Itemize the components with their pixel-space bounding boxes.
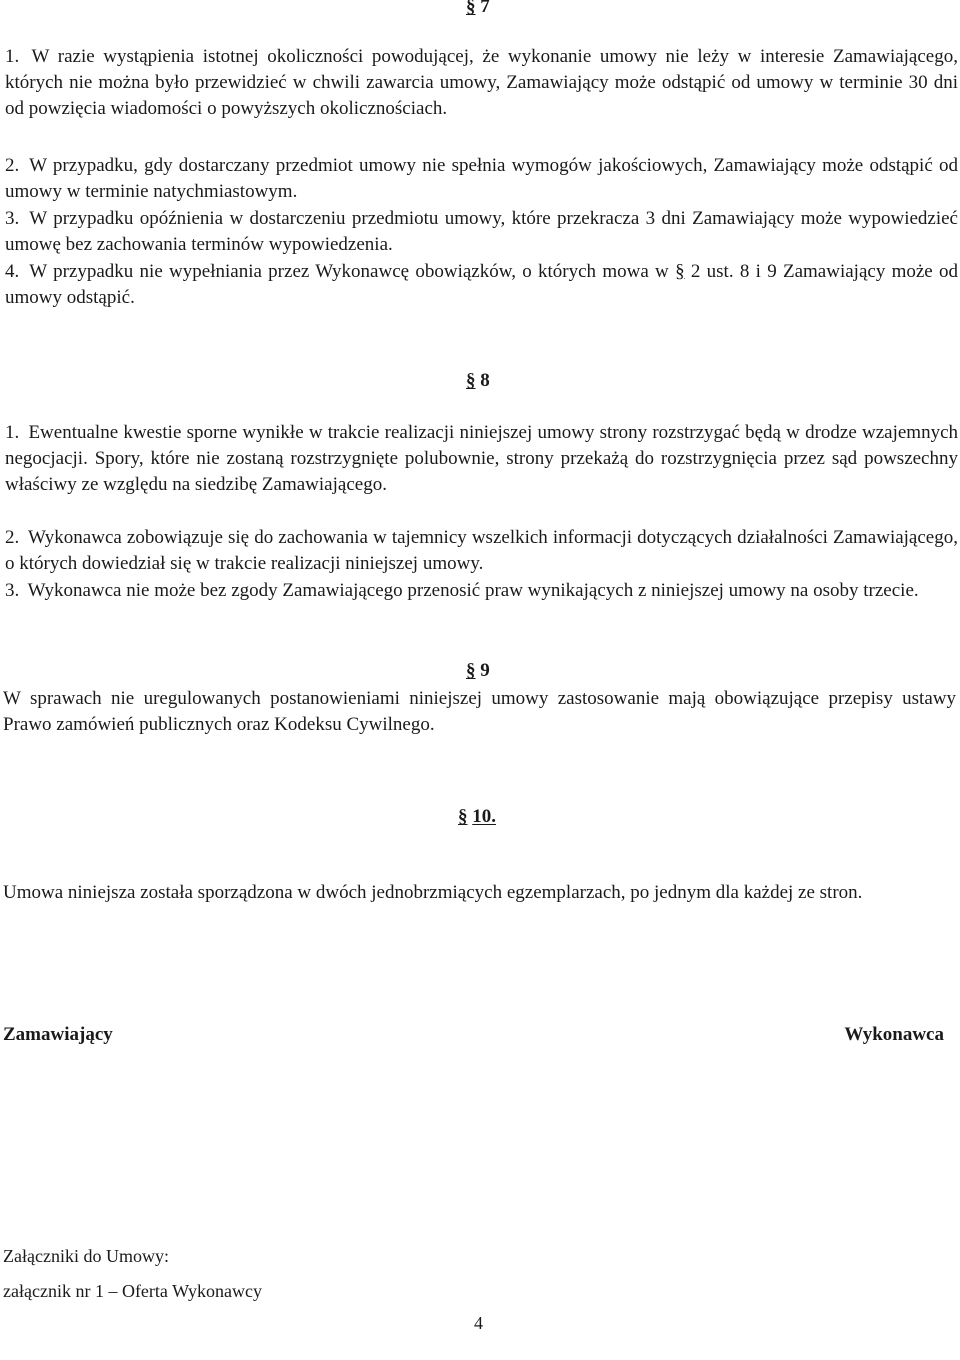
item-number: 3. bbox=[5, 580, 20, 601]
section-10-text: Umowa niniejsza została sporządzona w dwóch jednobrzmiących egzemplarzach, po jednym dla każdej ze stron. bbox=[3, 882, 863, 903]
section-8-heading bbox=[466, 370, 490, 392]
section-9-heading bbox=[466, 660, 490, 682]
item-number: 2. bbox=[5, 527, 20, 548]
signature-contractor: Wykonawca bbox=[844, 1024, 944, 1045]
item-text: Wykonawca zobowiązuje się do zachowania w tajemnicy wszelkich informacji dotyczących działalności Zamawiającego, o których dowiedział się w trakcie realizacji niniejszej umowy. bbox=[5, 527, 958, 574]
item-number: 2. bbox=[5, 155, 20, 176]
section-number: 8 bbox=[480, 370, 490, 391]
section-8-item-2 bbox=[5, 525, 958, 577]
section-8-item-3 bbox=[5, 578, 958, 604]
item-number: 1. bbox=[5, 46, 20, 67]
section-number: 9 bbox=[480, 660, 490, 681]
section-7-item-1 bbox=[5, 44, 958, 122]
item-text: W przypadku, gdy dostarczany przedmiot umowy nie spełnia wymogów jakościowych, Zamawiający może odstąpić od umowy w terminie natychmiastowym. bbox=[5, 155, 958, 202]
section-number: 7 bbox=[480, 0, 490, 17]
paragraph-symbol: § bbox=[466, 0, 476, 17]
item-number: 3. bbox=[5, 208, 20, 229]
item-text-after: 2 ust. 8 i 9 Zamawiający może od umowy odstąpić. bbox=[5, 261, 959, 308]
item-text: Ewentualne kwestie sporne wynikłe w trakcie realizacji niniejszej umowy strony rozstrzygać będą w drodze wzajemnych negocjacji. Spory, które nie zostaną rozstrzygnięte polubownie, strony przekażą do rozstrzygnięcia przez sąd powszechny właściwy ze względu na siedzibę Zamawiającego. bbox=[5, 422, 959, 495]
section-10-heading bbox=[458, 806, 496, 828]
paragraph-symbol: § bbox=[458, 806, 468, 827]
section-8-item-1 bbox=[5, 420, 958, 498]
item-text: Wykonawca nie może bez zgody Zamawiającego przenosić praw wynikających z niniejszej umowy na osoby trzecie. bbox=[27, 580, 919, 601]
paragraph-symbol: § bbox=[466, 660, 476, 681]
signature-contracting-authority: Zamawiający bbox=[3, 1024, 113, 1045]
item-number: 1. bbox=[5, 422, 20, 443]
item-text: W razie wystąpienia istotnej okoliczności powodującej, że wykonanie umowy nie leży w interesie Zamawiającego, których nie można było przewidzieć w chwili zawarcia umowy, Zamawiający może odstąpić od umowy w terminie 30 dni od powzięcia wiadomości o powyższych okolicznościach. bbox=[5, 46, 958, 119]
page-number: 4 bbox=[474, 1313, 483, 1333]
section-7-item-2 bbox=[5, 153, 958, 205]
section-9-text: W sprawach nie uregulowanych postanowieniami niniejszej umowy zastosowanie mają obowiązujące przepisy ustawy Prawo zamówień publicznych oraz Kodeksu Cywilnego. bbox=[3, 688, 956, 735]
paragraph-symbol: § bbox=[675, 261, 685, 282]
attachments-title: Załączniki do Umowy: bbox=[3, 1246, 169, 1266]
section-7-item-4 bbox=[5, 259, 958, 311]
item-number: 4. bbox=[5, 261, 20, 282]
paragraph-symbol: § bbox=[466, 370, 476, 391]
item-text-before: W przypadku nie wypełniania przez Wykonawcę obowiązków, o których mowa w bbox=[29, 261, 669, 282]
section-7-item-3 bbox=[5, 206, 958, 258]
section-7-heading bbox=[466, 0, 490, 18]
attachment-item-1: załącznik nr 1 – Oferta Wykonawcy bbox=[3, 1281, 262, 1301]
item-text: W przypadku opóźnienia w dostarczeniu przedmiotu umowy, które przekracza 3 dni Zamawiający może wypowiedzieć umowę bez zachowania terminów wypowiedzenia. bbox=[5, 208, 958, 255]
section-number: 10. bbox=[472, 806, 496, 827]
